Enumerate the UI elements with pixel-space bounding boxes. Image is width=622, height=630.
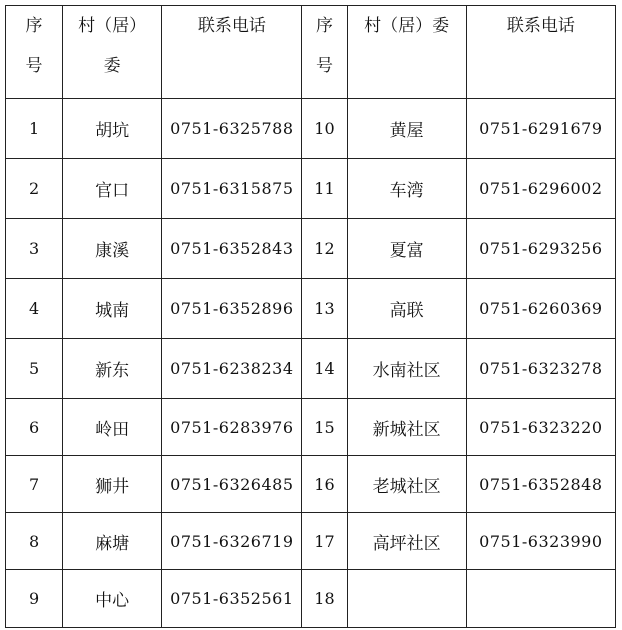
header-village: 村（居） 委 (63, 6, 162, 99)
village-cell: 新城社区 (347, 399, 466, 456)
phone-cell (466, 570, 615, 628)
village-cell: 水南社区 (347, 339, 466, 399)
table-header-row (6, 6, 616, 99)
table-row (6, 570, 616, 628)
phone-cell: 0751-6325788 (162, 99, 302, 159)
table-row (6, 279, 616, 339)
seq-cell: 5 (6, 339, 63, 399)
phone-cell: 0751-6352896 (162, 279, 302, 339)
village-cell: 官口 (63, 159, 162, 219)
seq-cell: 13 (302, 279, 347, 339)
village-contact-table (5, 5, 616, 628)
village-cell: 康溪 (63, 219, 162, 279)
seq-cell: 10 (302, 99, 347, 159)
seq-cell: 3 (6, 219, 63, 279)
header-seq-2: 序 号 (302, 6, 347, 99)
phone-cell: 0751-6326719 (162, 513, 302, 570)
seq-cell: 11 (302, 159, 347, 219)
phone-cell: 0751-6283976 (162, 399, 302, 456)
phone-cell: 0751-6326485 (162, 456, 302, 513)
village-cell: 高联 (347, 279, 466, 339)
seq-cell: 7 (6, 456, 63, 513)
village-cell: 高坪社区 (347, 513, 466, 570)
seq-cell: 18 (302, 570, 347, 628)
village-cell: 狮井 (63, 456, 162, 513)
village-cell: 麻塘 (63, 513, 162, 570)
phone-cell: 0751-6260369 (466, 279, 615, 339)
phone-cell: 0751-6323278 (466, 339, 615, 399)
seq-cell: 15 (302, 399, 347, 456)
phone-cell: 0751-6238234 (162, 339, 302, 399)
table-row (6, 456, 616, 513)
phone-cell: 0751-6352843 (162, 219, 302, 279)
phone-cell: 0751-6315875 (162, 159, 302, 219)
village-cell: 中心 (63, 570, 162, 628)
village-cell: 老城社区 (347, 456, 466, 513)
seq-cell: 4 (6, 279, 63, 339)
contact-table-container (5, 5, 616, 628)
seq-cell: 6 (6, 399, 63, 456)
seq-cell: 14 (302, 339, 347, 399)
seq-cell: 9 (6, 570, 63, 628)
seq-cell: 17 (302, 513, 347, 570)
village-cell: 岭田 (63, 399, 162, 456)
seq-cell: 16 (302, 456, 347, 513)
header-phone-2: 联系电话 (466, 6, 615, 99)
header-village-2: 村（居）委 (347, 6, 466, 99)
phone-cell: 0751-6323990 (466, 513, 615, 570)
phone-cell: 0751-6291679 (466, 99, 615, 159)
phone-cell: 0751-6323220 (466, 399, 615, 456)
phone-cell: 0751-6296002 (466, 159, 615, 219)
phone-cell: 0751-6352848 (466, 456, 615, 513)
village-cell: 夏富 (347, 219, 466, 279)
header-seq: 序 号 (6, 6, 63, 99)
village-cell: 城南 (63, 279, 162, 339)
table-row (6, 159, 616, 219)
village-cell: 黄屋 (347, 99, 466, 159)
seq-cell: 12 (302, 219, 347, 279)
village-cell (347, 570, 466, 628)
seq-cell: 1 (6, 99, 63, 159)
phone-cell: 0751-6352561 (162, 570, 302, 628)
seq-cell: 8 (6, 513, 63, 570)
phone-cell: 0751-6293256 (466, 219, 615, 279)
village-cell: 胡坑 (63, 99, 162, 159)
table-row (6, 399, 616, 456)
seq-cell: 2 (6, 159, 63, 219)
table-row (6, 513, 616, 570)
village-cell: 新东 (63, 339, 162, 399)
table-row (6, 219, 616, 279)
table-row (6, 339, 616, 399)
village-cell: 车湾 (347, 159, 466, 219)
header-phone: 联系电话 (162, 6, 302, 99)
table-row (6, 99, 616, 159)
